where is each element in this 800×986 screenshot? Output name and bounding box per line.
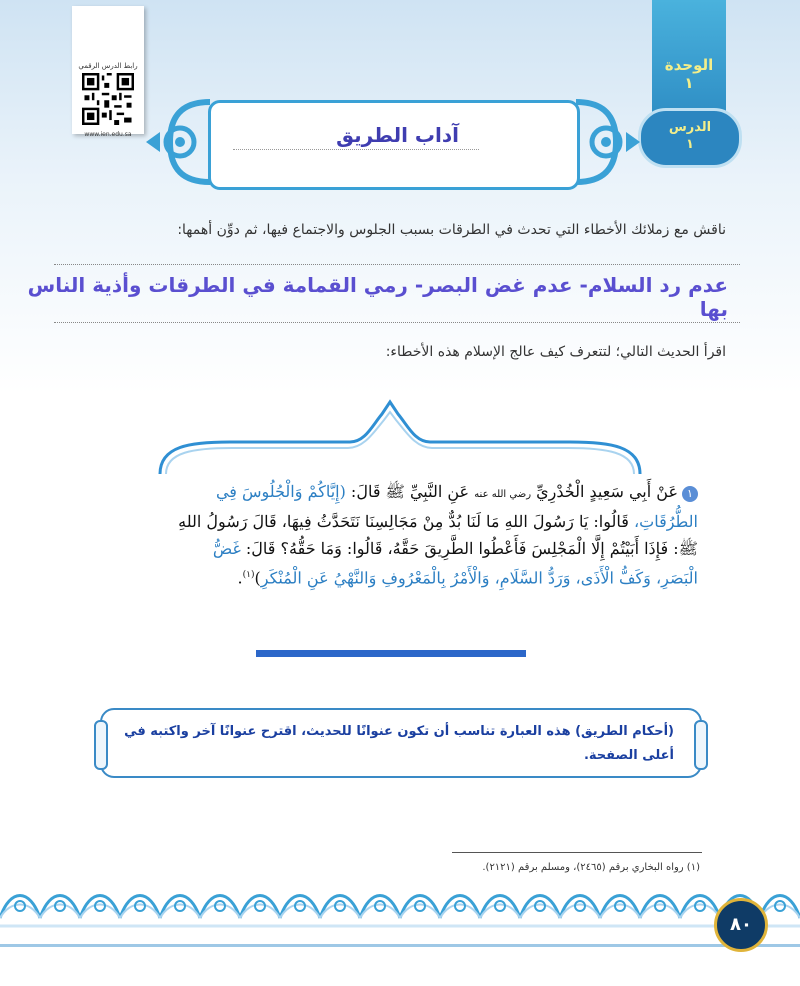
footnote-divider (452, 852, 702, 853)
dome-frame-icon (150, 396, 650, 476)
footnote-ref: (١) (242, 570, 255, 580)
hadith-underline (256, 650, 526, 657)
left-ornament-icon (140, 96, 216, 188)
page-title: آداب الطريق (336, 123, 459, 147)
hadith-quote-2: غَضُّ الْبَصَرِ، وَكَفُّ الْأَذَى، وَرَدُّ السَّلَامِ، وَالْأَمْرُ بِالْمَعْرُوفِ وَالنَّهْيُ عَنِ الْمُنْكَرِ (212, 539, 698, 588)
hadith-number-badge: ١ (682, 486, 698, 502)
activity-box (100, 708, 702, 778)
instruction-read: اقرأ الحديث التالي؛ لتتعرف كيف عالج الإسلام هذه الأخطاء: (385, 344, 726, 360)
qr-card[interactable] (72, 6, 144, 138)
footnote-text: (١) رواه البخاري برقم (٢٤٦٥)، ومسلم برقم (٢١٢١). (482, 862, 700, 873)
answer-text: عدم رد السلام- عدم غض البصر- رمي القمامة في الطرقات وأذية الناس بها (27, 273, 728, 321)
hadith-part-3: قَالُوا: يَا رَسُولَ اللهِ مَا لَنَا بُدٌّ مِنْ مَجَالِسِنَا نَتَحَدَّثُ فِيهَا، قَالَ رَسُولُ اللهِ ﷺ: فَإِذَا أَبَيْتُمْ إِلَّا الْمَجْلِسَ فَأَعْطُوا الطَّرِيقَ حَقَّهُ، قَالُوا: وَمَا حَقُّهُ؟ قَالَ: (178, 512, 698, 558)
hadith-quote-1: (إِيَّاكُمْ وَالْجُلُوسَ فِي الطُّرُقَاتِ، (215, 482, 698, 531)
unit-number: ١ (684, 74, 694, 92)
hadith-part-1: عَنْ أَبِي سَعِيدٍ الْخُدْرِيِّ (531, 482, 678, 501)
instruction-discuss: ناقش مع زملائك الأخطاء التي تحدث في الطرقات بسبب الجلوس والاجتماع فيها، ثم دوِّن أهمها: (177, 222, 726, 238)
unit-ribbon (652, 0, 726, 120)
hadith-honorific: رضي الله عنه (474, 489, 532, 500)
activity-text: (أحكام الطريق) هذه العبارة تناسب أن تكون عنوانًا للحديث، اقترح عنوانًا آخر واكتبه في أعلى الصفحة. (124, 724, 674, 763)
footer-rule (0, 944, 800, 947)
unit-label: الوحدة (664, 56, 714, 74)
qr-label: رابط الدرس الرقمي (78, 62, 138, 70)
title-box (208, 100, 580, 190)
lesson-badge (638, 108, 742, 168)
hadith-period: . (237, 568, 243, 588)
hadith-close: ) (254, 568, 261, 588)
answer-line-bottom (54, 322, 740, 323)
lesson-number: ١ (686, 137, 694, 152)
page-number-badge: ٨٠ (714, 898, 768, 952)
activity-edge-left (94, 720, 108, 770)
lesson-label: الدرس (668, 120, 712, 135)
hadith-text (178, 478, 698, 591)
footer-pattern-icon (0, 878, 800, 934)
qr-code-icon[interactable] (82, 73, 134, 125)
hadith-part-2: عَنِ النَّبِيِّ ﷺ قَالَ: (345, 482, 475, 501)
qr-url[interactable]: www.ien.edu.sa (84, 131, 132, 138)
activity-edge-right (694, 720, 708, 770)
answer-line-top (54, 264, 740, 265)
right-ornament-icon (570, 96, 646, 188)
title-divider (233, 149, 479, 150)
